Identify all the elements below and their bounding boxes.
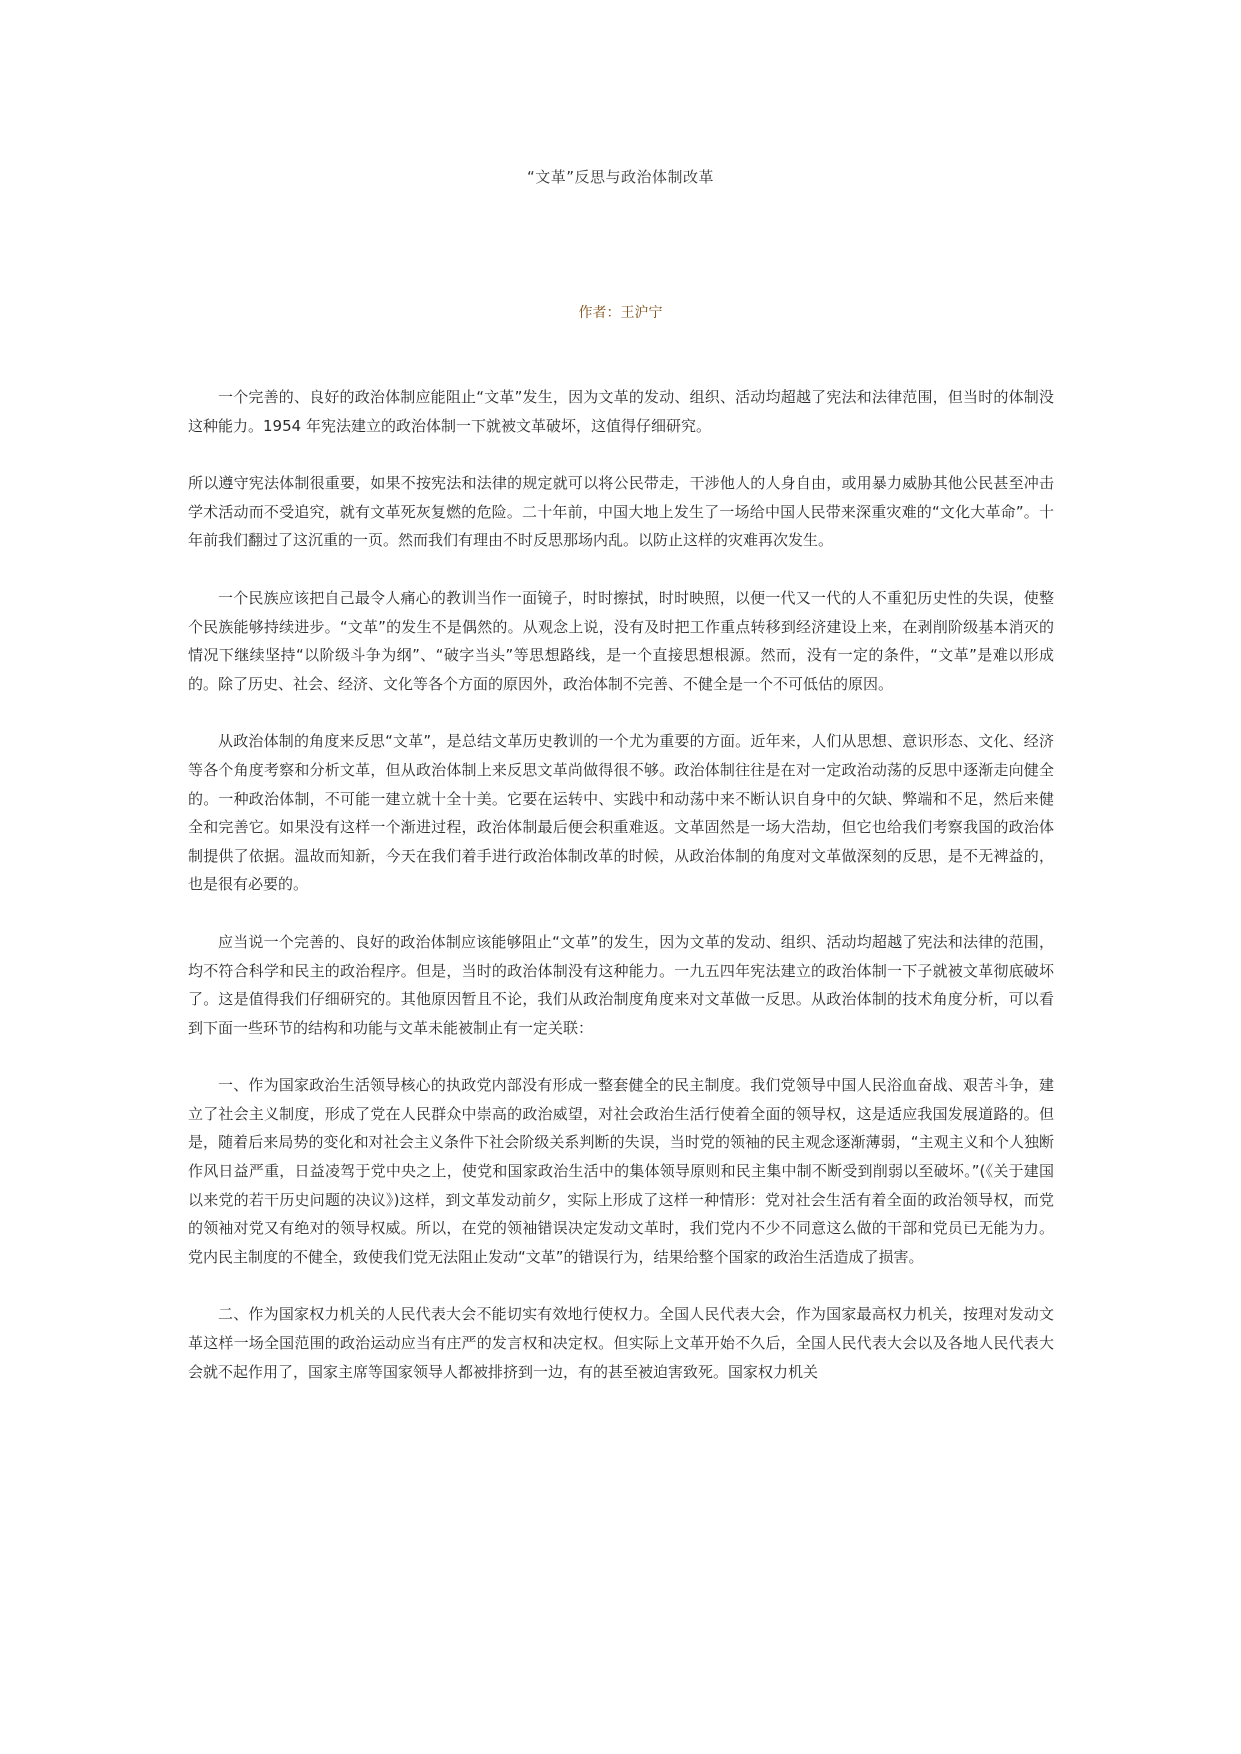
paragraph-4: 从政治体制的角度来反思“文革”，是总结文革历史教训的一个尤为重要的方面。近年来，人们从思想、意识形态、文化、经济等各个角度考察和分析文革，但从政治体制上来反思文革尚做得很不够。政治体制往往是在对一定政治动荡的反思中逐渐走向健全的。一种政治体制，不可能一建立就十全十美。它要在运转中、实践中和动荡中来不断认识自身中的欠缺、弊端和不足，然后来健全和完善它。如果没有这样一个渐进过程，政治体制最后便会积重难返。文革固然是一场大浩劫，但它也给我们考察我国的政治体制提供了依据。温故而知新，今天在我们着手进行政治体制改革的时候，从政治体制的角度对文革做深刻的反思，是不无裨益的，也是很有必要的。: [188, 732, 1054, 894]
paragraph-7: 二、作为国家权力机关的人民代表大会不能切实有效地行使权力。全国人民代表大会，作为国家最高权力机关，按理对发动文革这样一场全国范围的政治运动应当有庄严的发言权和决定权。但实际上文革开始不久后，全国人民代表大会以及各地人民代表大会就不起作用了，国家主席等国家领导人都被排挤到一边，有的甚至被迫害致死。国家权力机关: [188, 1305, 1054, 1381]
paragraph-2: 所以遵守宪法体制很重要，如果不按宪法和法律的规定就可以将公民带走，干涉他人的人身自由，或用暴力威胁其他公民甚至冲击学术活动而不受追究，就有文革死灰复燃的危险。二十年前，中国大地上发生了一场给中国人民带来深重灾难的“文化大革命”。十年前我们翻过了这沉重的一页。然而我们有理由不时反思那场内乱。以防止这样的灾难再次发生。: [188, 474, 1054, 550]
paragraph-6: 一、作为国家政治生活领导核心的执政党内部没有形成一整套健全的民主制度。我们党领导中国人民浴血奋战、艰苦斗争，建立了社会主义制度，形成了党在人民群众中崇高的政治威望，对社会政治生活行使着全面的领导权，这是适应我国发展道路的。但是，随着后来局势的变化和对社会主义条件下社会阶级关系判断的失误，当时党的领袖的民主观念逐渐薄弱，“主观主义和个人独断作风日益严重，日益凌驾于党中央之上，使党和国家政治生活中的集体领导原则和民主集中制不断受到削弱以至破坏。”(《关于建国以来党的若干历史问题的决议》)这样，到文革发动前夕，实际上形成了这样一种情形：党对社会生活有着全面的政治领导权，而党的领袖对党又有绝对的领导权威。所以，在党的领袖错误决定发动文革时，我们党内不少不同意这么做的干部和党员已无能为力。党内民主制度的不健全，致使我们党无法阻止发动“文革”的错误行为，结果给整个国家的政治生活造成了损害。: [188, 1076, 1054, 1266]
paragraph-5: 应当说一个完善的、良好的政治体制应该能够阻止“文革”的发生，因为文革的发动、组织、活动均超越了宪法和法律的范围，均不符合科学和民主的政治程序。但是，当时的政治体制没有这种能力。一九五四年宪法建立的政治体制一下子就被文革彻底破坏了。这是值得我们仔细研究的。其他原因暂且不论，我们从政治制度角度来对文革做一反思。从政治体制的技术角度分析，可以看到下面一些环节的结构和功能与文革未能被制止有一定关联：: [188, 932, 1054, 1037]
paragraph-3: 一个民族应该把自己最令人痛心的教训当作一面镜子，时时擦拭，时时映照，以便一代又一代的人不重犯历史性的失误，使整个民族能够持续进步。“文革”的发生不是偶然的。从观念上说，没有及时把工作重点转移到经济建设上来，在剥削阶级基本消灭的情况下继续坚持“以阶级斗争为纲”、“破字当头”等思想路线，是一个直接思想根源。然而，没有一定的条件，“文革”是难以形成的。除了历史、社会、经济、文化等各个方面的原因外，政治体制不完善、不健全是一个不可低估的原因。: [188, 588, 1054, 693]
paragraph-1: 一个完善的、良好的政治体制应能阻止“文革”发生，因为文革的发动、组织、活动均超越了宪法和法律范围，但当时的体制没这种能力。1954 年宪法建立的政治体制一下就被文革破坏，这值得仔细研究。: [188, 388, 1054, 435]
document-title: “文革”反思与政治体制改革: [526, 168, 715, 186]
document-author: 作者：王沪宁: [578, 305, 663, 321]
document-body: [188, 383, 1054, 1415]
